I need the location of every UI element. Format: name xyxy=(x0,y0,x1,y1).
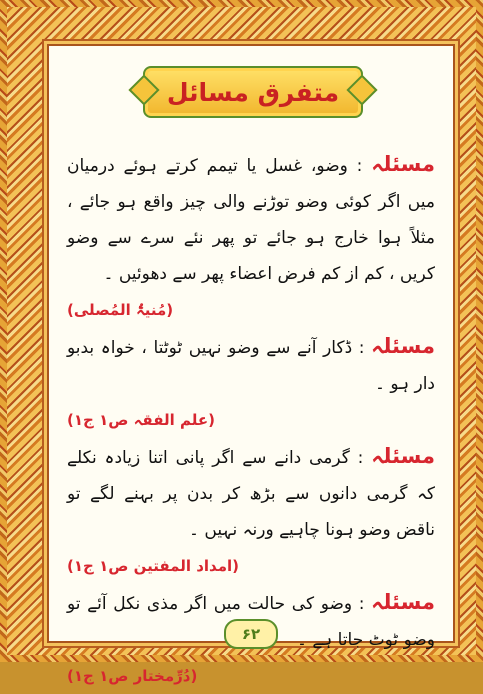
entry-source: (امداد المفتین ص۱ ج۱) xyxy=(67,557,239,575)
entry-text xyxy=(67,146,435,292)
decorative-border xyxy=(7,7,476,685)
keyword-label: مسئلہ xyxy=(371,334,435,358)
title-banner xyxy=(143,66,363,118)
entry-body: : وضو، غسل یا تیمم کرتے ہوئے درمیان میں اگر کوئی وضو توڑنے والی چیز واقع ہو جائے ، مثلاً ہوا خارج ہو جائے تو پھر نئے سرے سے وضو کریں ، کم از کم فرض اعضاء پھر سے دھوئیں ۔ xyxy=(67,156,435,284)
entry-text xyxy=(67,328,435,402)
issues-list xyxy=(67,146,435,694)
entry-2 xyxy=(67,328,435,438)
entry-3 xyxy=(67,438,435,584)
entry-body: : ڈکار آنے سے وضو نہیں ٹوٹتا ، خواہ بدبو دار ہو ۔ xyxy=(67,338,435,394)
entry-body: : وضو کی حالت میں اگر مذی نکل آئے تو وضو ٹوٹ جاتا ہے ۔ xyxy=(67,594,435,650)
keyword-label: مسئلہ xyxy=(371,152,436,176)
entry-source: (مُنیۃُ المُصلی) xyxy=(67,301,174,319)
entry-source: (دُرِّمختار ص۱ ج۱) xyxy=(67,667,198,685)
content-panel xyxy=(47,44,455,685)
entry-source: (علم الفقہ ص۱ ج۱) xyxy=(67,411,215,429)
entry-body: : گرمی دانے سے اگر پانی اتنا زیادہ نکلے کہ گرمی دانوں سے بڑھ کر بدن پر بہنے لگے تو ناقض وضو ہونا چاہیے ورنہ نہیں ۔ xyxy=(67,448,435,540)
keyword-label: مسئلہ xyxy=(371,444,436,468)
entry-text xyxy=(67,438,435,548)
entry-1 xyxy=(67,146,435,328)
keyword-label: مسئلہ xyxy=(371,590,435,614)
page-title: متفرق مسائل xyxy=(166,77,340,107)
page-number: ۶۲ xyxy=(224,619,278,649)
